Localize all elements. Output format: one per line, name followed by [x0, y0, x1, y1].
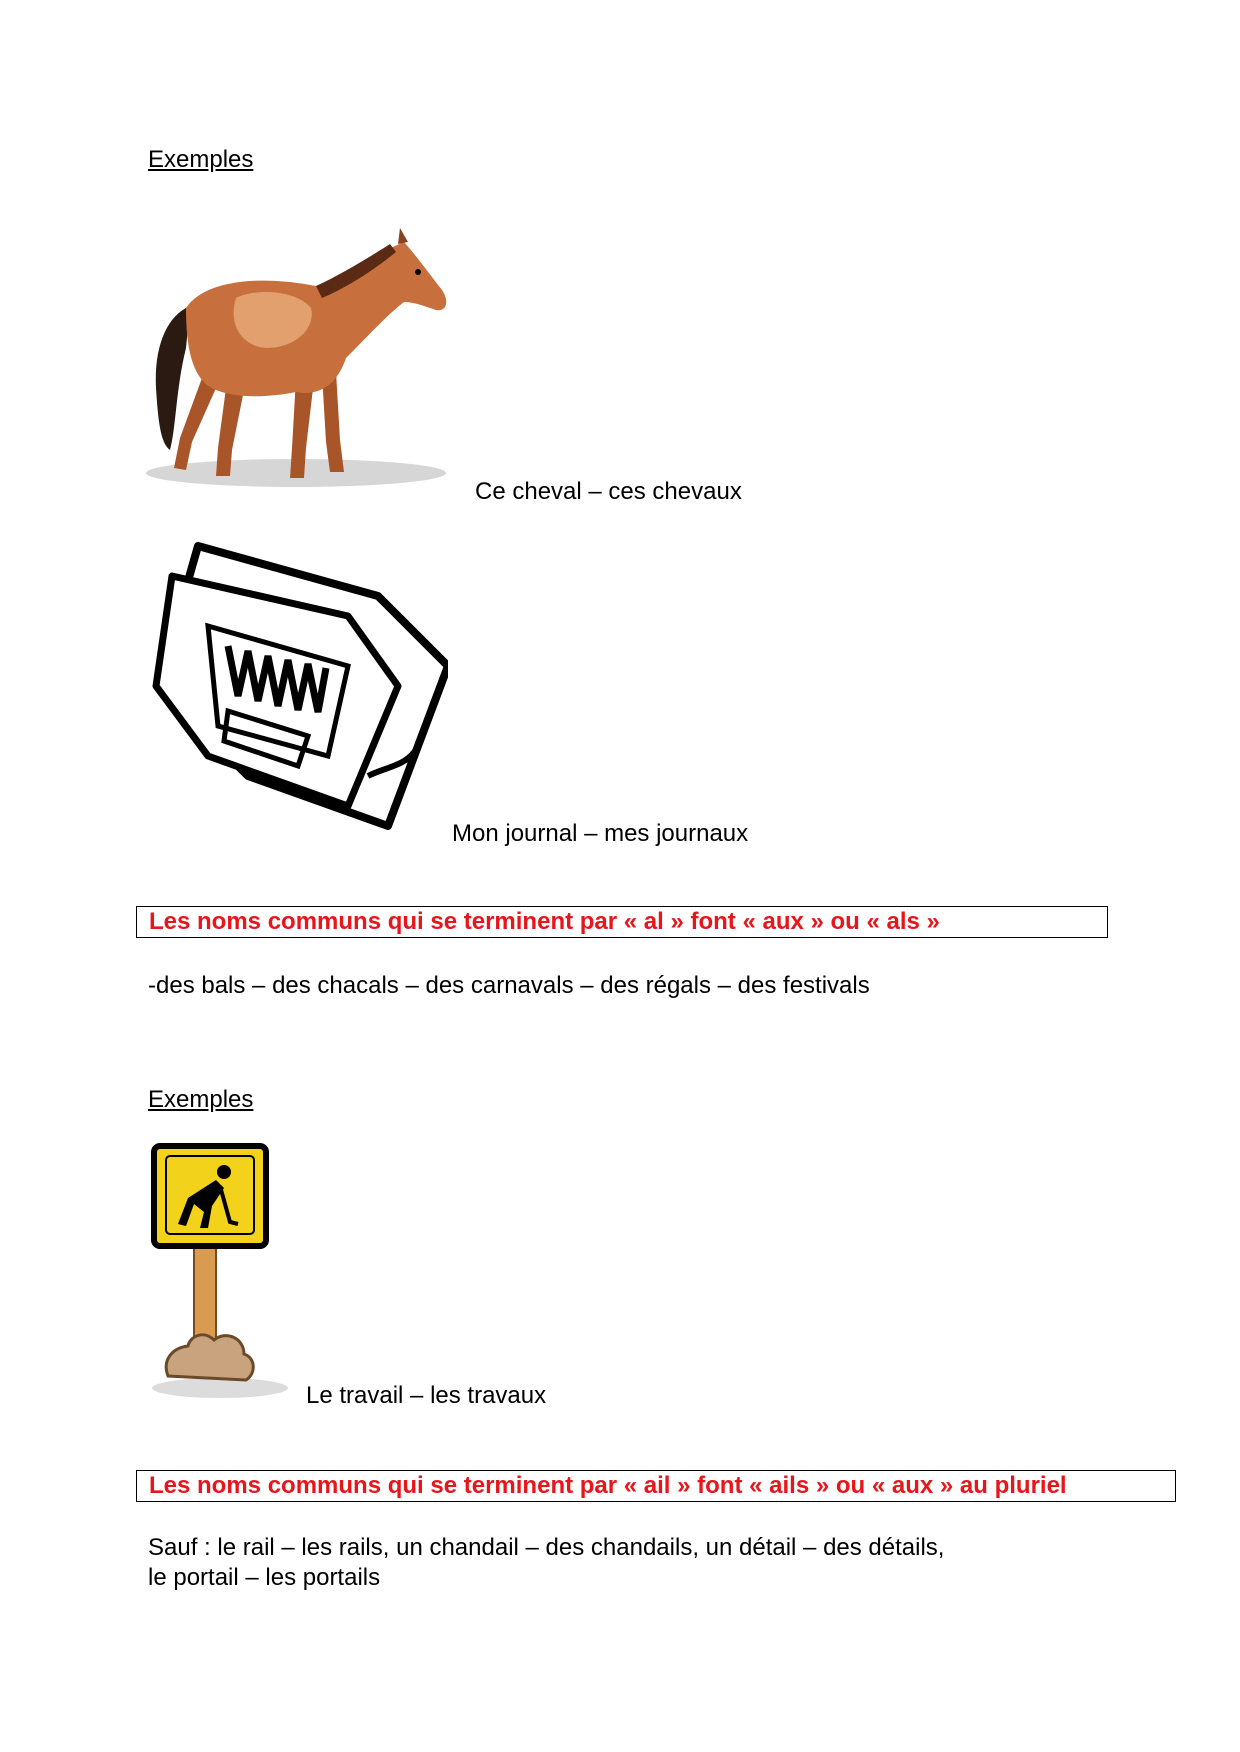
examples-heading-2: Exemples: [148, 1086, 254, 1113]
newspaper-icon: [148, 536, 448, 836]
exceptions-ail-line2: le portail – les portails: [148, 1564, 381, 1591]
rule-ail: Les noms communs qui se terminent par « ail » font « ails » ou « aux » au pluriel: [136, 1470, 1176, 1502]
example-cheval: Ce cheval – ces chevaux: [475, 478, 742, 505]
horse-icon: [146, 228, 458, 498]
exceptions-al: -des bals – des chacals – des carnavals – des régals – des festivals: [148, 972, 870, 999]
exceptions-ail-line1: Sauf : le rail – les rails, un chandail – des chandails, un détail – des détails,: [148, 1534, 945, 1561]
roadwork-sign-icon: [148, 1140, 298, 1402]
example-travail: Le travail – les travaux: [306, 1382, 547, 1409]
example-journal: Mon journal – mes journaux: [452, 820, 749, 847]
examples-heading-1: Exemples: [148, 146, 254, 173]
rule-al: Les noms communs qui se terminent par « al » font « aux » ou « als »: [136, 906, 1108, 938]
